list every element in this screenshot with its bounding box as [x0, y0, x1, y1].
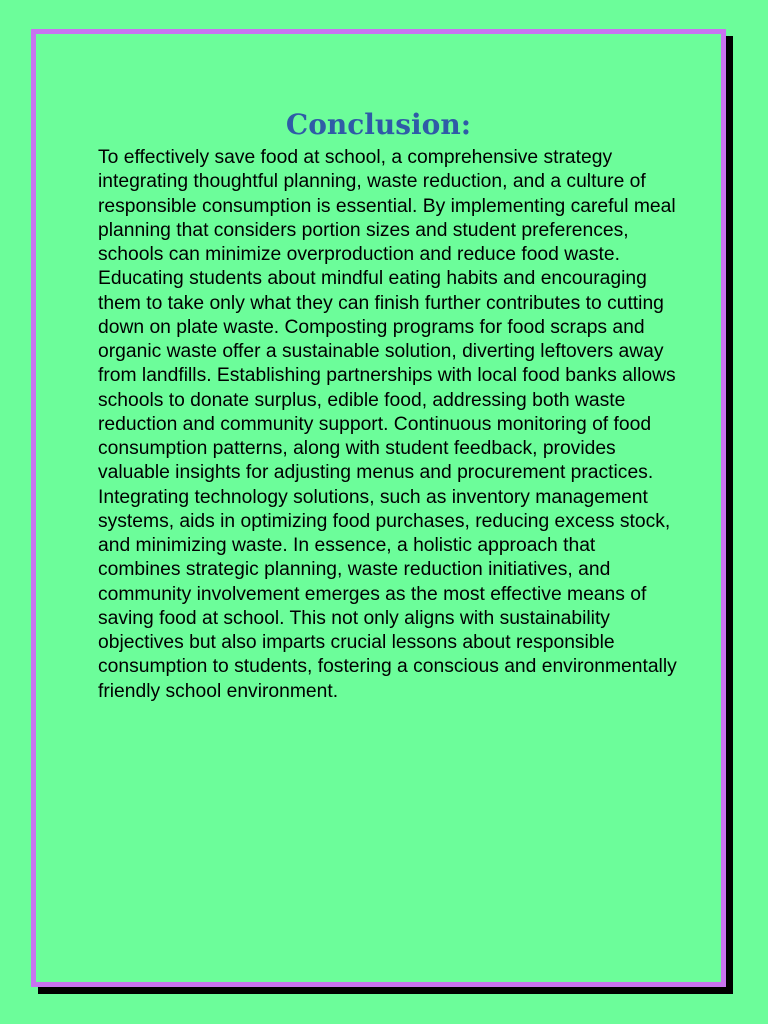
page-frame	[31, 29, 726, 987]
body-paragraph: To effectively save food at school, a comprehensive strategy integrating thoughtful planning, waste reduction, and a culture of responsible consumption is essential. By implementing careful meal planning that considers portion sizes and student preferences, schools can minimize overproduction and reduce food waste. Educating students about mindful eating habits and encouraging them to take only what they can finish further contributes to cutting down on plate waste. Composting programs for food scraps and organic waste offer a sustainable solution, diverting leftovers away from landfills. Establishing partnerships with local food banks allows schools to donate surplus, edible food, addressing both waste reduction and community support. Continuous monitoring of food consumption patterns, along with student feedback, provides valuable insights for adjusting menus and procurement practices. Integrating technology solutions, such as inventory management systems, aids in optimizing food purchases, reducing excess stock, and minimizing waste. In essence, a holistic approach that combines strategic planning, waste reduction initiatives, and community involvement emerges as the most effective means of saving food at school. This not only aligns with sustainability objectives but also imparts crucial lessons about responsible consumption to students, fostering a conscious and environmentally friendly school environment.	[98, 147, 677, 702]
page-title: Conclusion:	[285, 108, 472, 141]
